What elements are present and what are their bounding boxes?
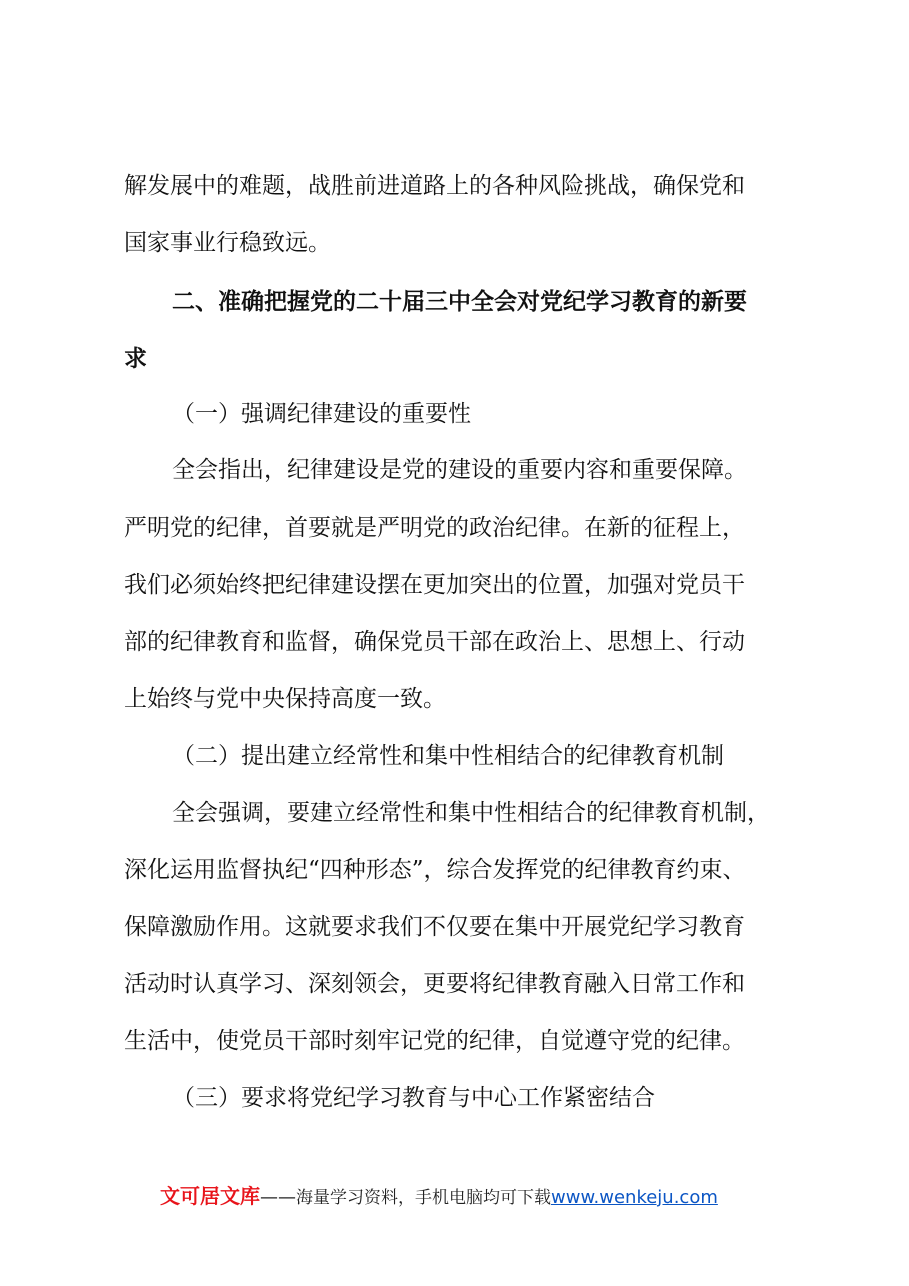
paragraph-1-line-2: 严明党的纪律，首要就是严明党的政治纪律。在新的征程上，: [124, 515, 745, 541]
section-heading-2: 二、准确把握党的二十届三中全会对党纪学习教育的新要: [172, 289, 747, 315]
footer-dash: ——: [260, 1187, 296, 1208]
footer-banner: [160, 1182, 860, 1210]
section-heading-2-continued: 求: [124, 346, 147, 372]
body-line-1: 解发展中的难题，战胜前进道路上的各种风险挑战，确保党和: [124, 173, 745, 199]
subsection-heading-2: （二）提出建立经常性和集中性相结合的纪律教育机制: [172, 743, 724, 769]
subsection-heading-3: （三）要求将党纪学习教育与中心工作紧密结合: [172, 1085, 655, 1111]
paragraph-2-line-2: 深化运用监督执纪“四种形态”，综合发挥党的纪律教育约束、: [124, 857, 746, 883]
paragraph-2-line-5: 生活中，使党员干部时刻牢记党的纪律，自觉遵守党的纪律。: [124, 1028, 745, 1054]
paragraph-1-line-3: 我们必须始终把纪律建设摆在更加突出的位置，加强对党员干: [124, 572, 745, 598]
paragraph-1-line-1: 全会指出，纪律建设是党的建设的重要内容和重要保障。: [172, 457, 747, 483]
paragraph-1-line-5: 上始终与党中央保持高度一致。: [124, 686, 446, 712]
subsection-heading-1: （一）强调纪律建设的重要性: [172, 401, 471, 427]
paragraph-2-line-1: 全会强调，要建立经常性和集中性相结合的纪律教育机制，: [172, 800, 770, 826]
body-line-2: 国家事业行稳致远。: [124, 230, 331, 256]
paragraph-2-line-3: 保障激励作用。这就要求我们不仅要在集中开展党纪学习教育: [124, 914, 745, 940]
footer-brand: 文可居文库: [160, 1184, 260, 1208]
footer-link[interactable]: www.wenkeju.com: [551, 1187, 718, 1208]
footer-slogan: 海量学习资料，手机电脑均可下载: [296, 1188, 551, 1208]
paragraph-1-line-4: 部的纪律教育和监督，确保党员干部在政治上、思想上、行动: [124, 629, 745, 655]
paragraph-2-line-4: 活动时认真学习、深刻领会，更要将纪律教育融入日常工作和: [124, 971, 745, 997]
